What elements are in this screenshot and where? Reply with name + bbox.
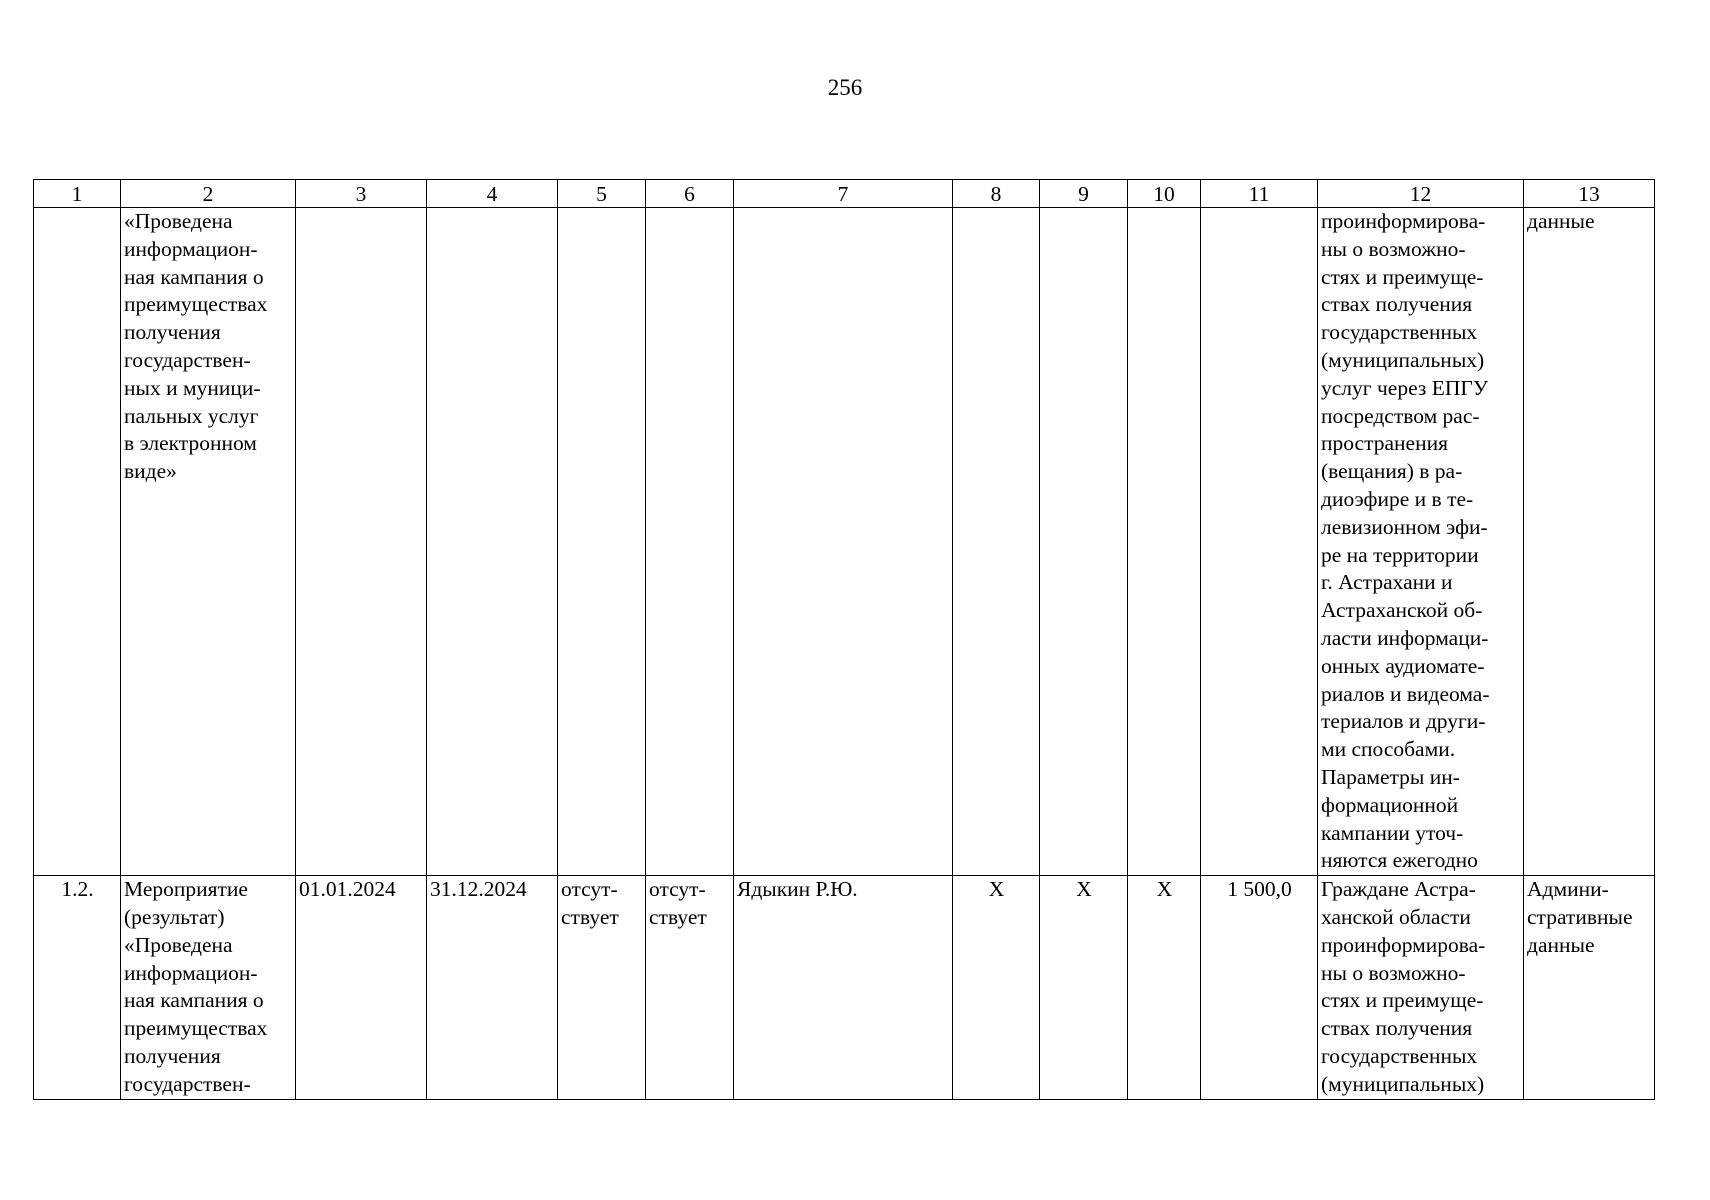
header-cell: 7 xyxy=(734,180,953,208)
cell-text-line: стях и преимуще- xyxy=(1321,264,1484,289)
row2-end-date-cell: 31.12.2024 xyxy=(427,876,558,1099)
header-cell: 12 xyxy=(1318,180,1524,208)
row1-cell-4 xyxy=(427,208,558,876)
cell-text-line: государствен- xyxy=(124,347,251,372)
row2-cell-9: Х xyxy=(1040,876,1128,1099)
cell-text-line: териалов и други- xyxy=(1321,709,1486,734)
cell-text-line: данные xyxy=(1527,209,1595,233)
cell-text-line: Админи- xyxy=(1527,877,1609,902)
cell-text-line: ре на территории xyxy=(1321,542,1479,567)
cell-text-line: «Проведена xyxy=(124,932,233,957)
cell-text-line: государственных xyxy=(1321,320,1478,345)
cell-text-line: ны о возможно- xyxy=(1321,960,1466,985)
header-cell: 8 xyxy=(953,180,1040,208)
cell-text-line: получения xyxy=(124,1043,221,1068)
cell-text-line: стративные xyxy=(1527,904,1633,929)
row2-responsible-cell: Ядыкин Р.Ю. xyxy=(734,876,953,1099)
cell-text-line: (результат) xyxy=(124,904,225,929)
cell-text-line: преимуществах xyxy=(124,1016,268,1041)
header-cell: 13 xyxy=(1524,180,1655,208)
cell-text-line: ная кампания о xyxy=(124,988,264,1013)
row2-result-cell xyxy=(1318,876,1524,1099)
header-cell: 4 xyxy=(427,180,558,208)
cell-text-line: (вещания) в ра- xyxy=(1321,459,1463,484)
data-table xyxy=(33,179,1655,1100)
cell-text-line: ствах получения xyxy=(1321,1016,1473,1041)
header-cell: 3 xyxy=(296,180,427,208)
cell-text-line: ствах получения xyxy=(1321,292,1473,317)
row1-source-cell xyxy=(1524,208,1655,876)
cell-text-line: виде» xyxy=(124,459,177,484)
row1-cell-11 xyxy=(1201,208,1318,876)
cell-text-line: преимуществах xyxy=(124,292,268,317)
cell-text-line: Мероприятие xyxy=(124,877,248,902)
header-cell: 11 xyxy=(1201,180,1318,208)
cell-text-line: левизионном эфи- xyxy=(1321,514,1488,539)
cell-text-line: риалов и видеома- xyxy=(1321,681,1490,706)
cell-text-line: Граждане Астра- xyxy=(1321,877,1476,902)
cell-text-line: г. Астрахани и xyxy=(1321,570,1453,595)
row1-cell-10 xyxy=(1128,208,1201,876)
cell-text-line: ствует xyxy=(561,904,619,929)
row1-cell-8 xyxy=(953,208,1040,876)
cell-text-line: в электронном xyxy=(124,431,257,456)
cell-text-line: информацион- xyxy=(124,960,258,985)
cell-text-line: пальных услуг xyxy=(124,403,259,428)
cell-text-line: формационной xyxy=(1321,792,1459,817)
cell-text-line: диоэфире и в те- xyxy=(1321,486,1474,511)
cell-text-line: государствен- xyxy=(124,1071,251,1096)
header-cell: 10 xyxy=(1128,180,1201,208)
row2-cell-8: Х xyxy=(953,876,1040,1099)
row2-source-cell xyxy=(1524,876,1655,1099)
row2-cell-10: Х xyxy=(1128,876,1201,1099)
cell-text-line: услуг через ЕПГУ xyxy=(1321,375,1489,400)
cell-text-line: ная кампания о xyxy=(124,264,264,289)
cell-text-line: кампании уточ- xyxy=(1321,820,1464,845)
cell-text-line: ми способами. xyxy=(1321,737,1456,762)
cell-text-line: онных аудиомате- xyxy=(1321,653,1485,678)
header-cell: 2 xyxy=(121,180,296,208)
cell-text-line: информацион- xyxy=(124,236,258,261)
row2-start-date-cell: 01.01.2024 xyxy=(296,876,427,1099)
cell-text-line: данные xyxy=(1527,932,1595,957)
cell-text-line: ствует xyxy=(649,904,707,929)
cell-text-line: отсут- xyxy=(649,877,706,902)
row2-cell-6 xyxy=(646,876,734,1099)
cell-text-line: проинформирова- xyxy=(1321,209,1486,233)
cell-text-line: ны о возможно- xyxy=(1321,236,1466,261)
cell-text-line: Астраханской об- xyxy=(1321,598,1483,623)
header-cell: 5 xyxy=(558,180,646,208)
row1-number-cell xyxy=(34,208,121,876)
table-row xyxy=(34,876,1655,1099)
row2-cell-5 xyxy=(558,876,646,1099)
cell-text-line: няются ежегодно xyxy=(1321,848,1478,873)
row1-result-cell xyxy=(1318,208,1524,876)
cell-text-line: получения xyxy=(124,320,221,345)
page-number: 256 xyxy=(827,75,863,100)
table-row xyxy=(34,208,1655,876)
row2-number-cell: 1.2. xyxy=(34,876,121,1099)
cell-text-line: ных и муници- xyxy=(124,375,261,400)
header-cell: 1 xyxy=(34,180,121,208)
row1-cell-6 xyxy=(646,208,734,876)
cell-text-line: Параметры ин- xyxy=(1321,764,1460,789)
header-cell: 9 xyxy=(1040,180,1128,208)
row1-cell-9 xyxy=(1040,208,1128,876)
cell-text-line: отсут- xyxy=(561,877,618,902)
cell-text-line: ханской области xyxy=(1321,904,1471,929)
cell-text-line: пространения xyxy=(1321,431,1448,456)
row2-amount-cell: 1 500,0 xyxy=(1201,876,1318,1099)
cell-text-line: стях и преимуще- xyxy=(1321,988,1484,1013)
table-header-row xyxy=(34,180,1655,208)
cell-text-line: государственных xyxy=(1321,1043,1478,1068)
header-cell: 6 xyxy=(646,180,734,208)
cell-text-line: посредством рас- xyxy=(1321,403,1480,428)
cell-text-line: (муниципальных) xyxy=(1321,347,1485,372)
row1-cell-3 xyxy=(296,208,427,876)
cell-text-line: ласти информаци- xyxy=(1321,625,1489,650)
cell-text-line: «Проведена xyxy=(124,209,233,233)
row1-cell-5 xyxy=(558,208,646,876)
cell-text-line: проинформирова- xyxy=(1321,932,1486,957)
row2-description-cell xyxy=(121,876,296,1099)
row1-cell-7 xyxy=(734,208,953,876)
cell-text-line: (муниципальных) xyxy=(1321,1071,1485,1096)
row1-description-cell xyxy=(121,208,296,876)
